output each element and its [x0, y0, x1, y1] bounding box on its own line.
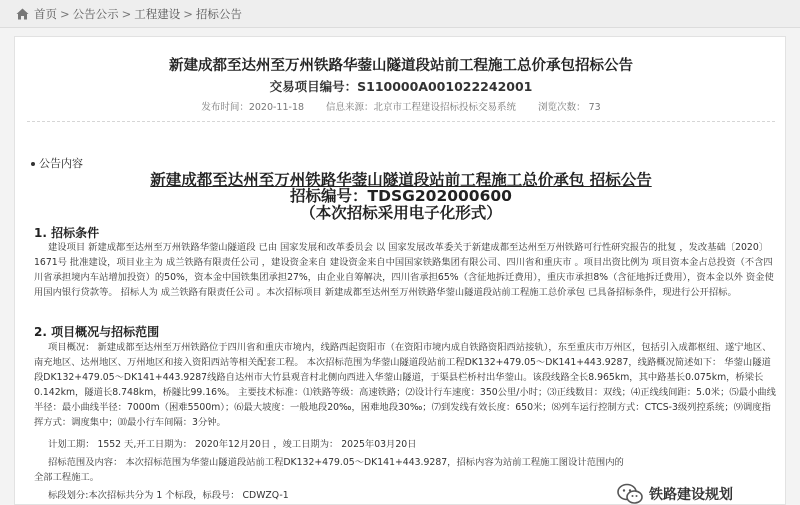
- wechat-icon: [617, 483, 643, 505]
- scope-line1: 招标范围及内容： 本次招标范围为华蓥山隧道段站前工程DK132+479.05～DK141+443.9287，招标内容为站前工程施工图设计范围内的: [48, 457, 624, 468]
- section1-heading: 1. 招标条件: [34, 226, 100, 240]
- breadcrumb-tender-notice[interactable]: 招标公告: [195, 6, 242, 21]
- breadcrumb-announcements[interactable]: 公告公示: [72, 6, 119, 21]
- watermark-text: 铁路建设规划: [649, 487, 733, 503]
- breadcrumb-home[interactable]: 首页: [34, 6, 57, 21]
- article-panel: [14, 36, 786, 505]
- section1-text: 建设项目 新建成都至达州至万州铁路华蓥山隧道段 已由 国家发展和改革委员会 以 国家发展改革委关于新建成都至达州至万州铁路可行性研究报告的批复 ，发改基础〔2020〕1671号 批准建设，项目业主为 成兰铁路有限责任公司 ，建设资金来自 建设资金来自中国国家铁路集团有限公司、四川省和重庆市 。项目出资比例为 项目资本金占总投资（不含四川省承担境内车站增加投资）的50%，资本金中国铁集团承担27%，由企业自筹解决，四川省承担65%（含征地拆迁费用），重庆市承担8%（含征地拆迁费用），资本金以外 资金使用国内银行贷款等。 招标人为 成兰铁路有限责任公司 。本次招标项目 新建成都至达州至万州铁路华蓥山隧道段站前工程施工总价承包 已具备招标条件，现进行公开招标。: [34, 242, 774, 298]
- section-label: 公告内容: [31, 155, 83, 171]
- home-icon[interactable]: [16, 8, 29, 20]
- breadcrumb-construction[interactable]: 工程建设: [134, 6, 181, 21]
- divider: [27, 121, 775, 122]
- section2-text: 项目概况： 新建成都至达州至万州铁路位于四川省和重庆市境内，线路西起资阳市（在资阳市境内成自铁路资阳西站接轨），东至重庆市万州区，包括引入成都枢纽、遂宁地区、南充地区、达州地区、万州地区和接入资阳西站等相关配套工程。 本次招标范围为华蓥山隧道段站前工程DK132+479.05～DK141+443.9287，线路概况简述如下： 华蓥山隧道段DK132+479.05～DK141+443.9287线路自达州市大竹县观音村北侧向西进入华蓥山隧道，于渠县栏桥村出华蓥山。该段线路全长8.965km，其中路基长0.075km，桥梁长0.142km，隧道长8.748km，桥隧比99.16%。 主要技术标准：⑴铁路等级：高速铁路；⑵设计行车速度：350公里/小时；⑶正线数目：双线；⑷正线线间距：5.0米；⑸最小曲线半径：最小曲线半径：7000m（困难5500m）；⑹最大坡度：一般地段20‰，困难地段30‰；⑺到发线有效长度：650米；⑻列车运行控制方式：CTCS-3级列控系统；⑼调度指挥方式：调度集中；⑽最小行车间隔：3分钟。: [34, 342, 776, 428]
- publish-time: 发布时间：2020-11-18: [201, 102, 305, 113]
- breadcrumb-separator: >: [183, 6, 193, 21]
- article-meta: [15, 99, 786, 113]
- transaction-code: 交易项目编号：S110000A001022242001: [269, 79, 533, 94]
- breadcrumb: [0, 0, 800, 28]
- breadcrumb-separator: >: [60, 6, 70, 21]
- article-title: 新建成都至达州至万州铁路华蓥山隧道段站前工程施工总价承包招标公告: [169, 58, 633, 74]
- breadcrumb-separator: >: [121, 6, 132, 21]
- plan-period: 计划工期： 1552 天,开工日期为： 2020年12月20日 ，竣工日期为： 2025年03月20日: [48, 439, 417, 450]
- doc-heading-line1: 新建成都至达州至万州铁路华蓥山隧道段站前工程施工总价承包 招标公告: [150, 171, 652, 189]
- info-source: 信息来源：北京市工程建设招标投标交易系统: [326, 102, 517, 113]
- doc-heading-line2: 招标编号：TDSG202000600: [290, 187, 512, 205]
- bullet-icon: [31, 162, 35, 166]
- lots-line: 标段划分:本次招标共分为 1 个标段，标段号： CDWZQ-1: [48, 490, 289, 501]
- doc-heading-line3: （本次招标采用电子化形式）: [300, 204, 502, 222]
- watermark: [617, 483, 733, 505]
- view-count: 浏览次数： 73: [538, 102, 601, 113]
- section2-heading: 2. 项目概况与招标范围: [34, 325, 160, 339]
- scope-line2: 全部工程施工。: [34, 472, 100, 483]
